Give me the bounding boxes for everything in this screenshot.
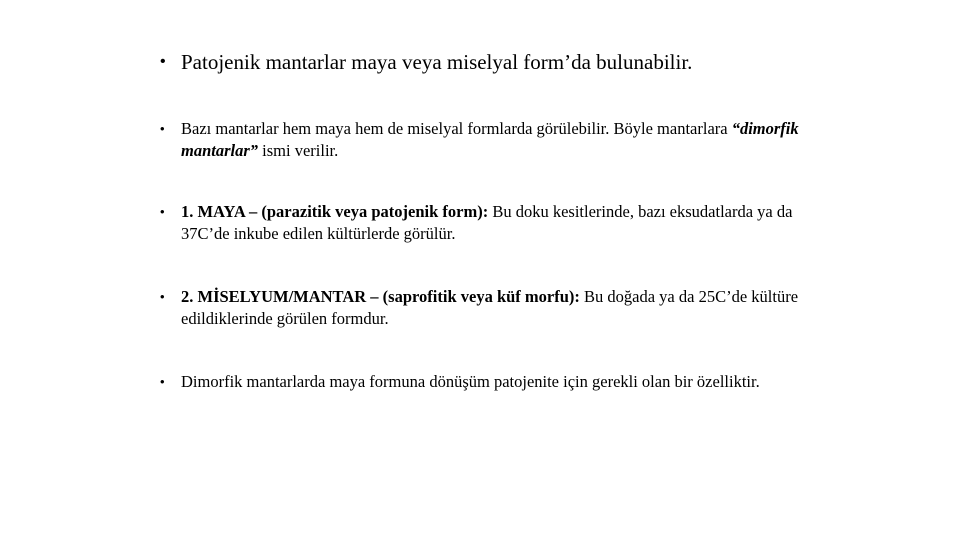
- bullet-marker: •: [160, 289, 165, 304]
- bullet-text: [181, 201, 800, 245]
- bullet-item-mycelium-form: [160, 286, 800, 330]
- bullet-bold-heading: 1. MAYA – (parazitik veya patojenik form):: [181, 202, 489, 221]
- bullet-text: Dimorfik mantarlarda maya formuna dönüşüm patojenite için gerekli olan bir özelliktir.: [181, 372, 760, 391]
- bullet-item-yeast-conversion: [160, 371, 800, 393]
- bullet-text: [181, 118, 800, 162]
- bullet-marker: •: [160, 374, 165, 389]
- bullet-item-yeast-form: [160, 201, 800, 245]
- bullet-text: [181, 286, 800, 330]
- bullet-item-pathogenic-forms: [160, 49, 800, 75]
- bullet-body: Bu doku kesitlerinde, bazı eksudatlarda ya da 37C’de inkube edilen kültürlerde görülür.: [181, 202, 793, 243]
- bullet-bold-heading: 2. MİSELYUM/MANTAR – (saprofitik veya küf morfu):: [181, 287, 580, 306]
- bullet-marker: •: [160, 121, 165, 136]
- bullet-text-before: Bazı mantarlar hem maya hem de miselyal formlarda görülebilir. Böyle mantarlara: [181, 119, 732, 138]
- bullet-text-after: ismi verilir.: [258, 141, 339, 160]
- bullet-text: Patojenik mantarlar maya veya miselyal form’da bulunabilir.: [181, 50, 693, 74]
- bullet-emphasis-term: “dimorfik mantarlar”: [181, 119, 799, 160]
- bullet-marker: •: [160, 53, 166, 70]
- bullet-marker: •: [160, 204, 165, 219]
- bullet-body: Bu doğada ya da 25C’de kültüre edildiklerinde görülen formdur.: [181, 287, 799, 328]
- bullet-item-dimorphic-definition: [160, 118, 800, 162]
